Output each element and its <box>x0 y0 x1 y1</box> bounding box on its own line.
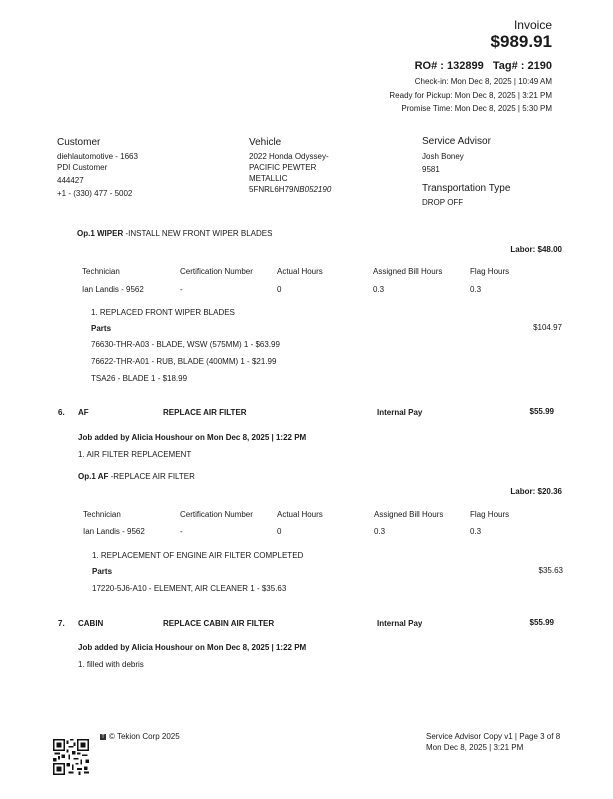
job6-number: 6. <box>58 408 65 417</box>
tag-label: Tag# : <box>492 60 525 72</box>
job6-row-actual-hours: 0 <box>277 527 282 536</box>
job6-op-desc: -REPLACE AIR FILTER <box>108 472 195 481</box>
wiper-part-3: TSA26 - BLADE 1 - $18.99 <box>91 374 188 383</box>
transport-heading: Transportation Type <box>422 183 511 194</box>
job7-added-by: Job added by Alicia Houshour on Mon Dec 8, 2025 | 1:22 PM <box>78 643 307 652</box>
ready-time: Ready for Pickup: Mon Dec 8, 2025 | 3:21 PM <box>389 91 552 100</box>
wiper-part-1: 76630-THR-A03 - BLADE, WSW (575MM) 1 - $63.99 <box>91 340 280 349</box>
tag-number: 2190 <box>527 60 552 72</box>
wiper-row-actual-hours: 0 <box>277 285 282 294</box>
job6-row-technician: Ian Landis - 9562 <box>83 527 145 536</box>
invoice-title: Invoice <box>513 18 552 32</box>
wiper-hdr-technician: Technician <box>82 267 120 276</box>
checkin-time: Check-in: Mon Dec 8, 2025 | 10:49 AM <box>414 77 552 86</box>
job7-amount: $55.99 <box>529 618 554 627</box>
job6-work-note: 1. REPLACEMENT OF ENGINE AIR FILTER COMPLETED <box>92 551 304 560</box>
customer-name: diehlautomotive - 1663 <box>57 152 138 161</box>
wiper-work-note: 1. REPLACED FRONT WIPER BLADES <box>91 308 235 317</box>
job7-title: REPLACE CABIN AIR FILTER <box>163 619 275 628</box>
job6-parts-total: $35.63 <box>538 566 563 575</box>
vehicle-model: 2022 Honda Odyssey- <box>249 152 329 161</box>
advisor-name: Josh Boney <box>422 152 464 161</box>
wiper-hdr-actual-hours: Actual Hours <box>277 267 323 276</box>
job6-added-by: Job added by Alicia Houshour on Mon Dec 8, 2025 | 1:22 PM <box>78 433 307 442</box>
wiper-part-2: 76622-THR-A01 - RUB, BLADE (400MM) 1 - $21.99 <box>91 357 277 366</box>
footer-brand <box>100 732 180 741</box>
footer-copyright: © Tekion Corp 2025 <box>109 732 180 741</box>
wiper-row-assigned-hours: 0.3 <box>373 285 385 294</box>
customer-block <box>57 151 138 199</box>
job6-row-assigned-hours: 0.3 <box>374 527 386 536</box>
vehicle-color-line1: PACIFIC PEWTER <box>249 163 317 172</box>
promise-time: Promise Time: Mon Dec 8, 2025 | 5:30 PM <box>401 104 552 113</box>
advisor-id: 9581 <box>422 165 440 174</box>
wiper-op-desc: -INSTALL NEW FRONT WIPER BLADES <box>123 229 273 238</box>
job6-row-certification: - <box>180 527 183 536</box>
wiper-labor: Labor: $48.00 <box>510 245 562 254</box>
vehicle-block <box>249 151 331 195</box>
job6-hdr-flag-hours: Flag Hours <box>470 510 510 519</box>
vin-prefix: 5FNRL6H79 <box>249 185 294 194</box>
wiper-parts-total: $104.97 <box>533 323 562 332</box>
job6-row-flag-hours: 0.3 <box>470 527 482 536</box>
tekion-logo-icon: T <box>101 733 105 740</box>
customer-type: PDI Customer <box>57 163 108 172</box>
ro-tag-line <box>415 60 552 72</box>
ro-label: RO# : <box>414 60 444 72</box>
qr-code <box>53 739 89 775</box>
job6-labor: Labor: $20.36 <box>510 487 562 496</box>
customer-heading: Customer <box>57 137 101 148</box>
job6-hdr-certification: Certification Number <box>180 510 253 519</box>
wiper-hdr-certification: Certification Number <box>180 267 253 276</box>
wiper-row-technician: Ian Landis - 9562 <box>82 285 144 294</box>
job7-number: 7. <box>58 619 65 628</box>
wiper-row-flag-hours: 0.3 <box>470 285 482 294</box>
job6-code: AF <box>78 408 89 417</box>
job7-code: CABIN <box>78 619 104 628</box>
job6-note: 1. AIR FILTER REPLACEMENT <box>78 450 192 459</box>
invoice-total: $989.91 <box>490 32 552 51</box>
vehicle-heading: Vehicle <box>249 137 282 148</box>
vehicle-vin <box>249 184 331 195</box>
transport-value: DROP OFF <box>422 198 464 207</box>
job6-hdr-technician: Technician <box>83 510 121 519</box>
job6-pay-type: Internal Pay <box>377 408 423 417</box>
advisor-heading: Service Advisor <box>422 136 491 147</box>
vehicle-color-line2: METALLIC <box>249 174 288 183</box>
job6-op-line <box>78 472 195 481</box>
wiper-parts-label: Parts <box>91 324 112 333</box>
job6-hdr-actual-hours: Actual Hours <box>277 510 323 519</box>
wiper-op-line <box>77 229 272 238</box>
job6-title: REPLACE AIR FILTER <box>163 408 247 417</box>
wiper-hdr-assigned-hours: Assigned Bill Hours <box>373 267 443 276</box>
wiper-op-label: Op.1 WIPER <box>77 229 124 238</box>
footer-printed-time: Mon Dec 8, 2025 | 3:21 PM <box>426 743 524 752</box>
job7-pay-type: Internal Pay <box>377 619 423 628</box>
customer-id: 444427 <box>57 176 84 185</box>
job6-part-1: 17220-5J6-A10 - ELEMENT, AIR CLEANER 1 - $35.63 <box>92 584 287 593</box>
wiper-hdr-flag-hours: Flag Hours <box>470 267 510 276</box>
job6-op-label: Op.1 AF <box>78 472 109 481</box>
customer-phone: +1 - (330) 477 - 5002 <box>57 189 133 198</box>
job7-note: 1. filled with debris <box>78 660 144 669</box>
footer-copy-info: Service Advisor Copy v1 | Page 3 of 8 <box>426 732 561 741</box>
wiper-row-certification: - <box>180 285 183 294</box>
job6-hdr-assigned-hours: Assigned Bill Hours <box>374 510 444 519</box>
job6-parts-label: Parts <box>92 567 113 576</box>
vin-suffix: NB052190 <box>293 185 332 194</box>
job6-amount: $55.99 <box>529 407 554 416</box>
ro-number: 132899 <box>446 60 484 72</box>
